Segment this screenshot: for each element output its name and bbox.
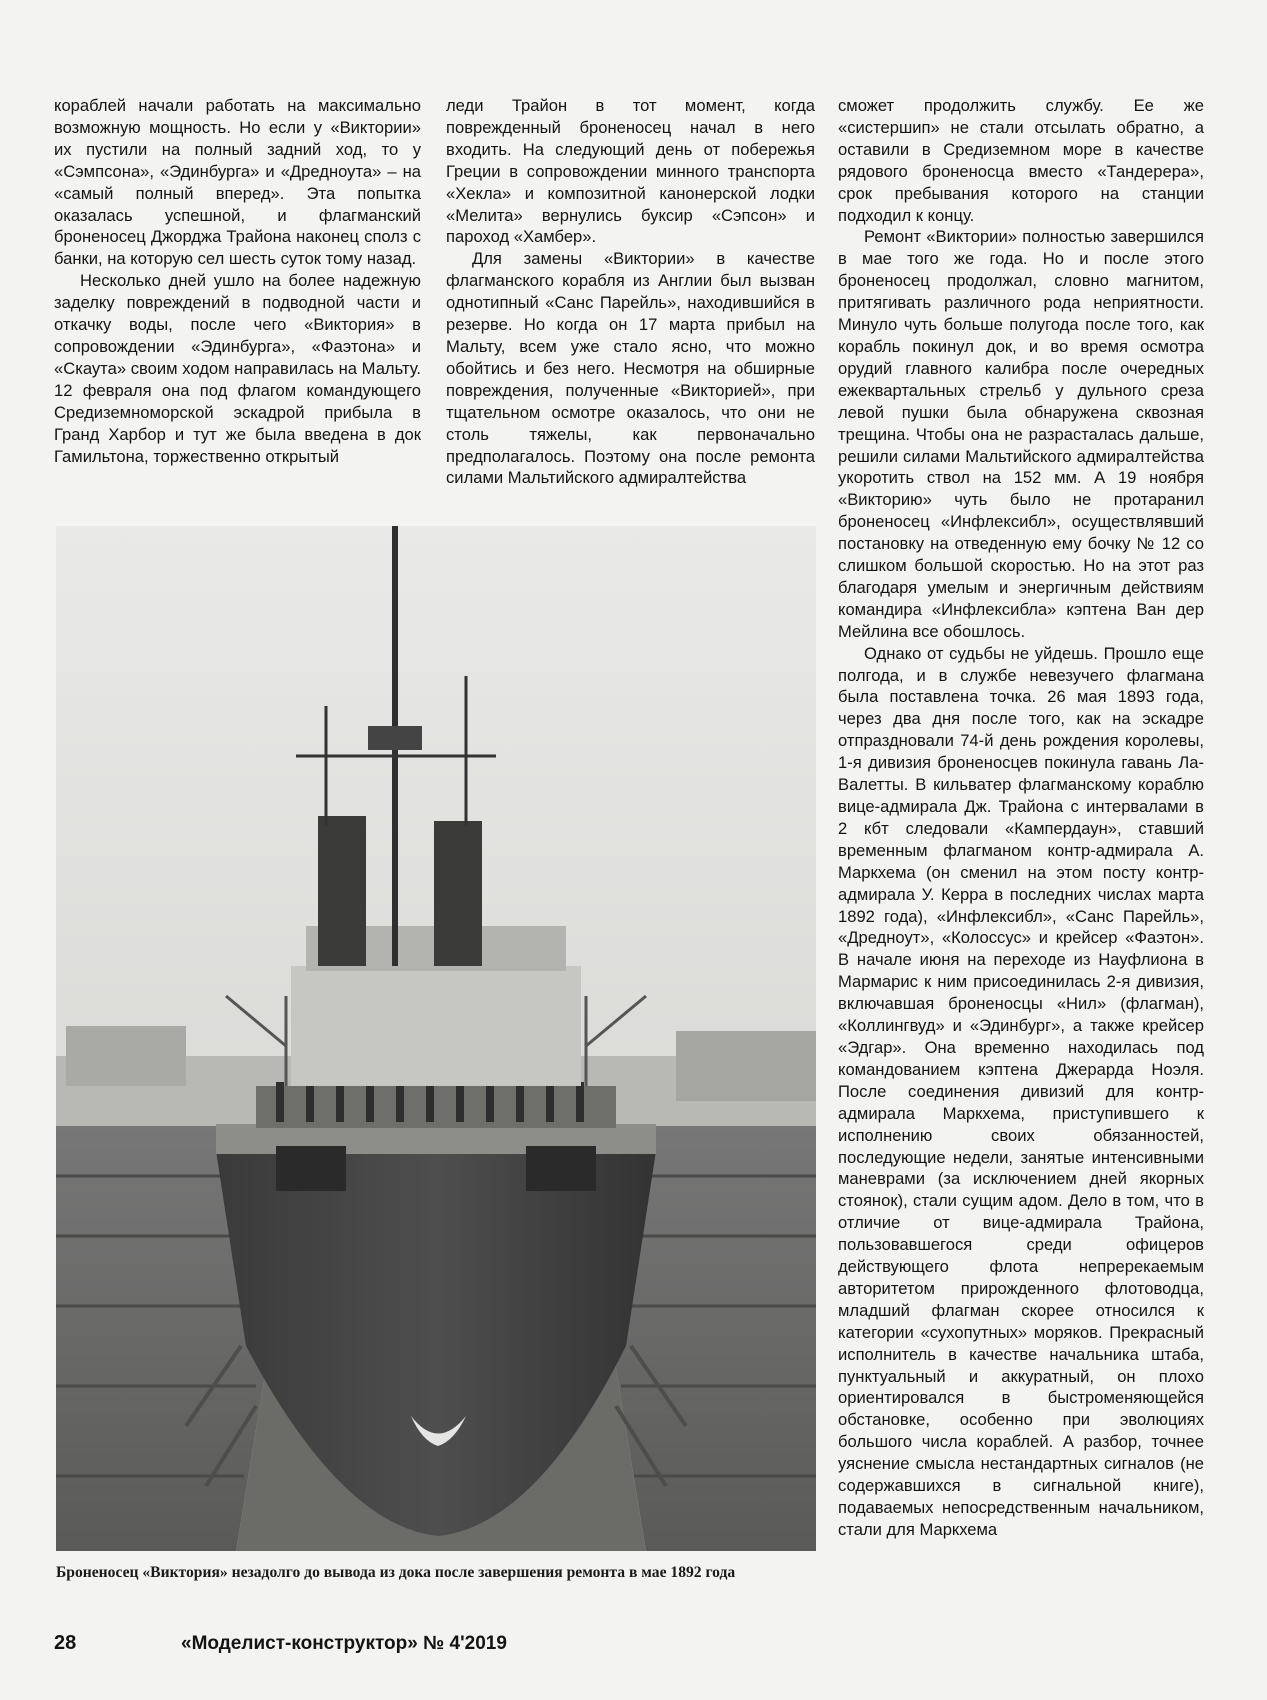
battleship-photo	[56, 526, 816, 1551]
paragraph: леди Трайон в тот момент, когда поврежденный броненосец начал в него входить. На следующий день от побережья Греции в сопровождении минного транспорта «Хекла» и композитной канонерской лодки «Мелита» вернулись буксир «Сэпсон» и пароход «Хамбер».	[446, 96, 815, 247]
paragraph: кораблей начали работать на максимально возможную мощность. Но если у «Виктории» их пустили на полный задний ход, то у «Сэмпсона», «Эдинбурга» и «Дредноута» – на «самый полный вперед». Эта попытка оказалась успешной, и флагманский броненосец Джорджа Трайона наконец сполз с банки, на которую сел шесть суток тому назад.	[54, 96, 421, 269]
page-footer	[54, 1632, 814, 1662]
figure-caption: Броненосец «Виктория» незадолго до вывода из дока после завершения ремонта в мае 1892 года	[56, 1564, 736, 1581]
paragraph: сможет продолжить службу. Ее же «систершип» не стали отсылать обратно, а оставили в Средиземном море в качестве рядового броненосца вместо «Тандерера», срок пребывания которого на станции подходил к концу.	[838, 96, 1204, 225]
page-number: 28	[54, 1632, 77, 1654]
text-column-3	[838, 95, 1204, 1613]
text-column-2	[446, 95, 815, 511]
paragraph: Однако от судьбы не уйдешь. Прошло еще полгода, и в службе невезучего флагмана была поставлена точка. 26 мая 1893 года, через два дня после того, как на эскадре отпраздновали 74-й день рождения королевы, 1-я дивизия броненосцев покинула гавань Ла-Валетты. В кильватер флагманскому кораблю вице-адмирала Дж. Трайона с интервалами в 2 кбт следовали «Кампердаун», ставший временным флагманом контр-адмирала А. Маркхема (он сменил на этом посту контр-адмирала У. Керра в последних числах марта 1892 года), «Инфлексибл», «Санс Парейль», «Дредноут», «Колоссус» и крейсер «Фаэтон». В начале июня на переходе из Науфлиона в Мармарис к ним присоединилась 2-я дивизия, включавшая броненосцы «Нил» (флагман), «Коллингвуд» и «Эдинбург», а также крейсер «Эдгар». Она временно находилась под командованием кэптена Джерарда Ноэля. После соединения дивизий для контр-адмирала Маркхема, приступившего к исполнению своих обязанностей, последующие недели, занятые интенсивными маневрами (за исключением дней якорных стоянок), стали сущим адом. Дело в том, что в отличие от вице-адмирала Трайона, пользовавшегося среди офицеров действующего флота непререкаемым авторитетом прирожденного флотоводца, младший флагман скорее относился к категории «сухопутных» моряков. Прекрасный исполнитель в качестве начальника штаба, пунктуальный и аккуратный, он плохо ориентировался в быстроменяющейся обстановке, особенно при эволюциях большого числа кораблей. А разбор, точнее уяснение смысла нестандартных сигналов (не содержавшихся в сигнальной книге), подаваемых непосредственным начальником, стали для Маркхема	[838, 643, 1204, 1539]
paragraph: Несколько дней ушло на более надежную заделку повреждений в подводной части и откачку воды, после чего «Виктория» в сопровождении «Эдинбурга», «Фаэтона» и «Скаута» своим ходом направилась на Мальту. 12 февраля она под флагом командующего Средиземноморской эскадрой прибыла в Гранд Харбор и тут же была введена в док Гамильтона, торжественно открытый	[54, 271, 421, 466]
paragraph: Ремонт «Виктории» полностью завершился в мае того же года. Но и после этого броненосец продолжал, словно магнитом, притягивать различного рода неприятности. Минуло чуть больше полугода после того, как корабль покинул док, и во время осмотра орудий главного калибра после очередных ежеквартальных стрельб у дульного среза левой пушки была обнаружена сквозная трещина. Чтобы она не разрасталась дальше, решили силами Мальтийского адмиралтейства укоротить ствол на 152 мм. А 19 ноября «Викторию» чуть было не протаранил броненосец «Инфлексибл», осуществлявший постановку на отведенную ему бочку № 12 со слишком большой скоростью. Но на этот раз благодаря умелым и энергичным действиям командира «Инфлексибла» кэптена Ван дер Мейлина все обошлось.	[838, 227, 1204, 641]
paragraph: Для замены «Виктории» в качестве флагманского корабля из Англии был вызван однотипный «Санс Парейль», находившийся в резерве. Но когда он 17 марта прибыл на Мальту, всем уже стало ясно, что можно обойтись и без него. Несмотря на обширные повреждения, полученные «Викторией», при тщательном осмотре оказалось, что они не столь тяжелы, как первоначально предполагалось. Поэтому она после ремонта силами Мальтийского адмиралтейства	[446, 249, 815, 488]
journal-title: «Моделист-конструктор» № 4'2019	[181, 1633, 507, 1654]
text-column-1	[54, 95, 421, 511]
